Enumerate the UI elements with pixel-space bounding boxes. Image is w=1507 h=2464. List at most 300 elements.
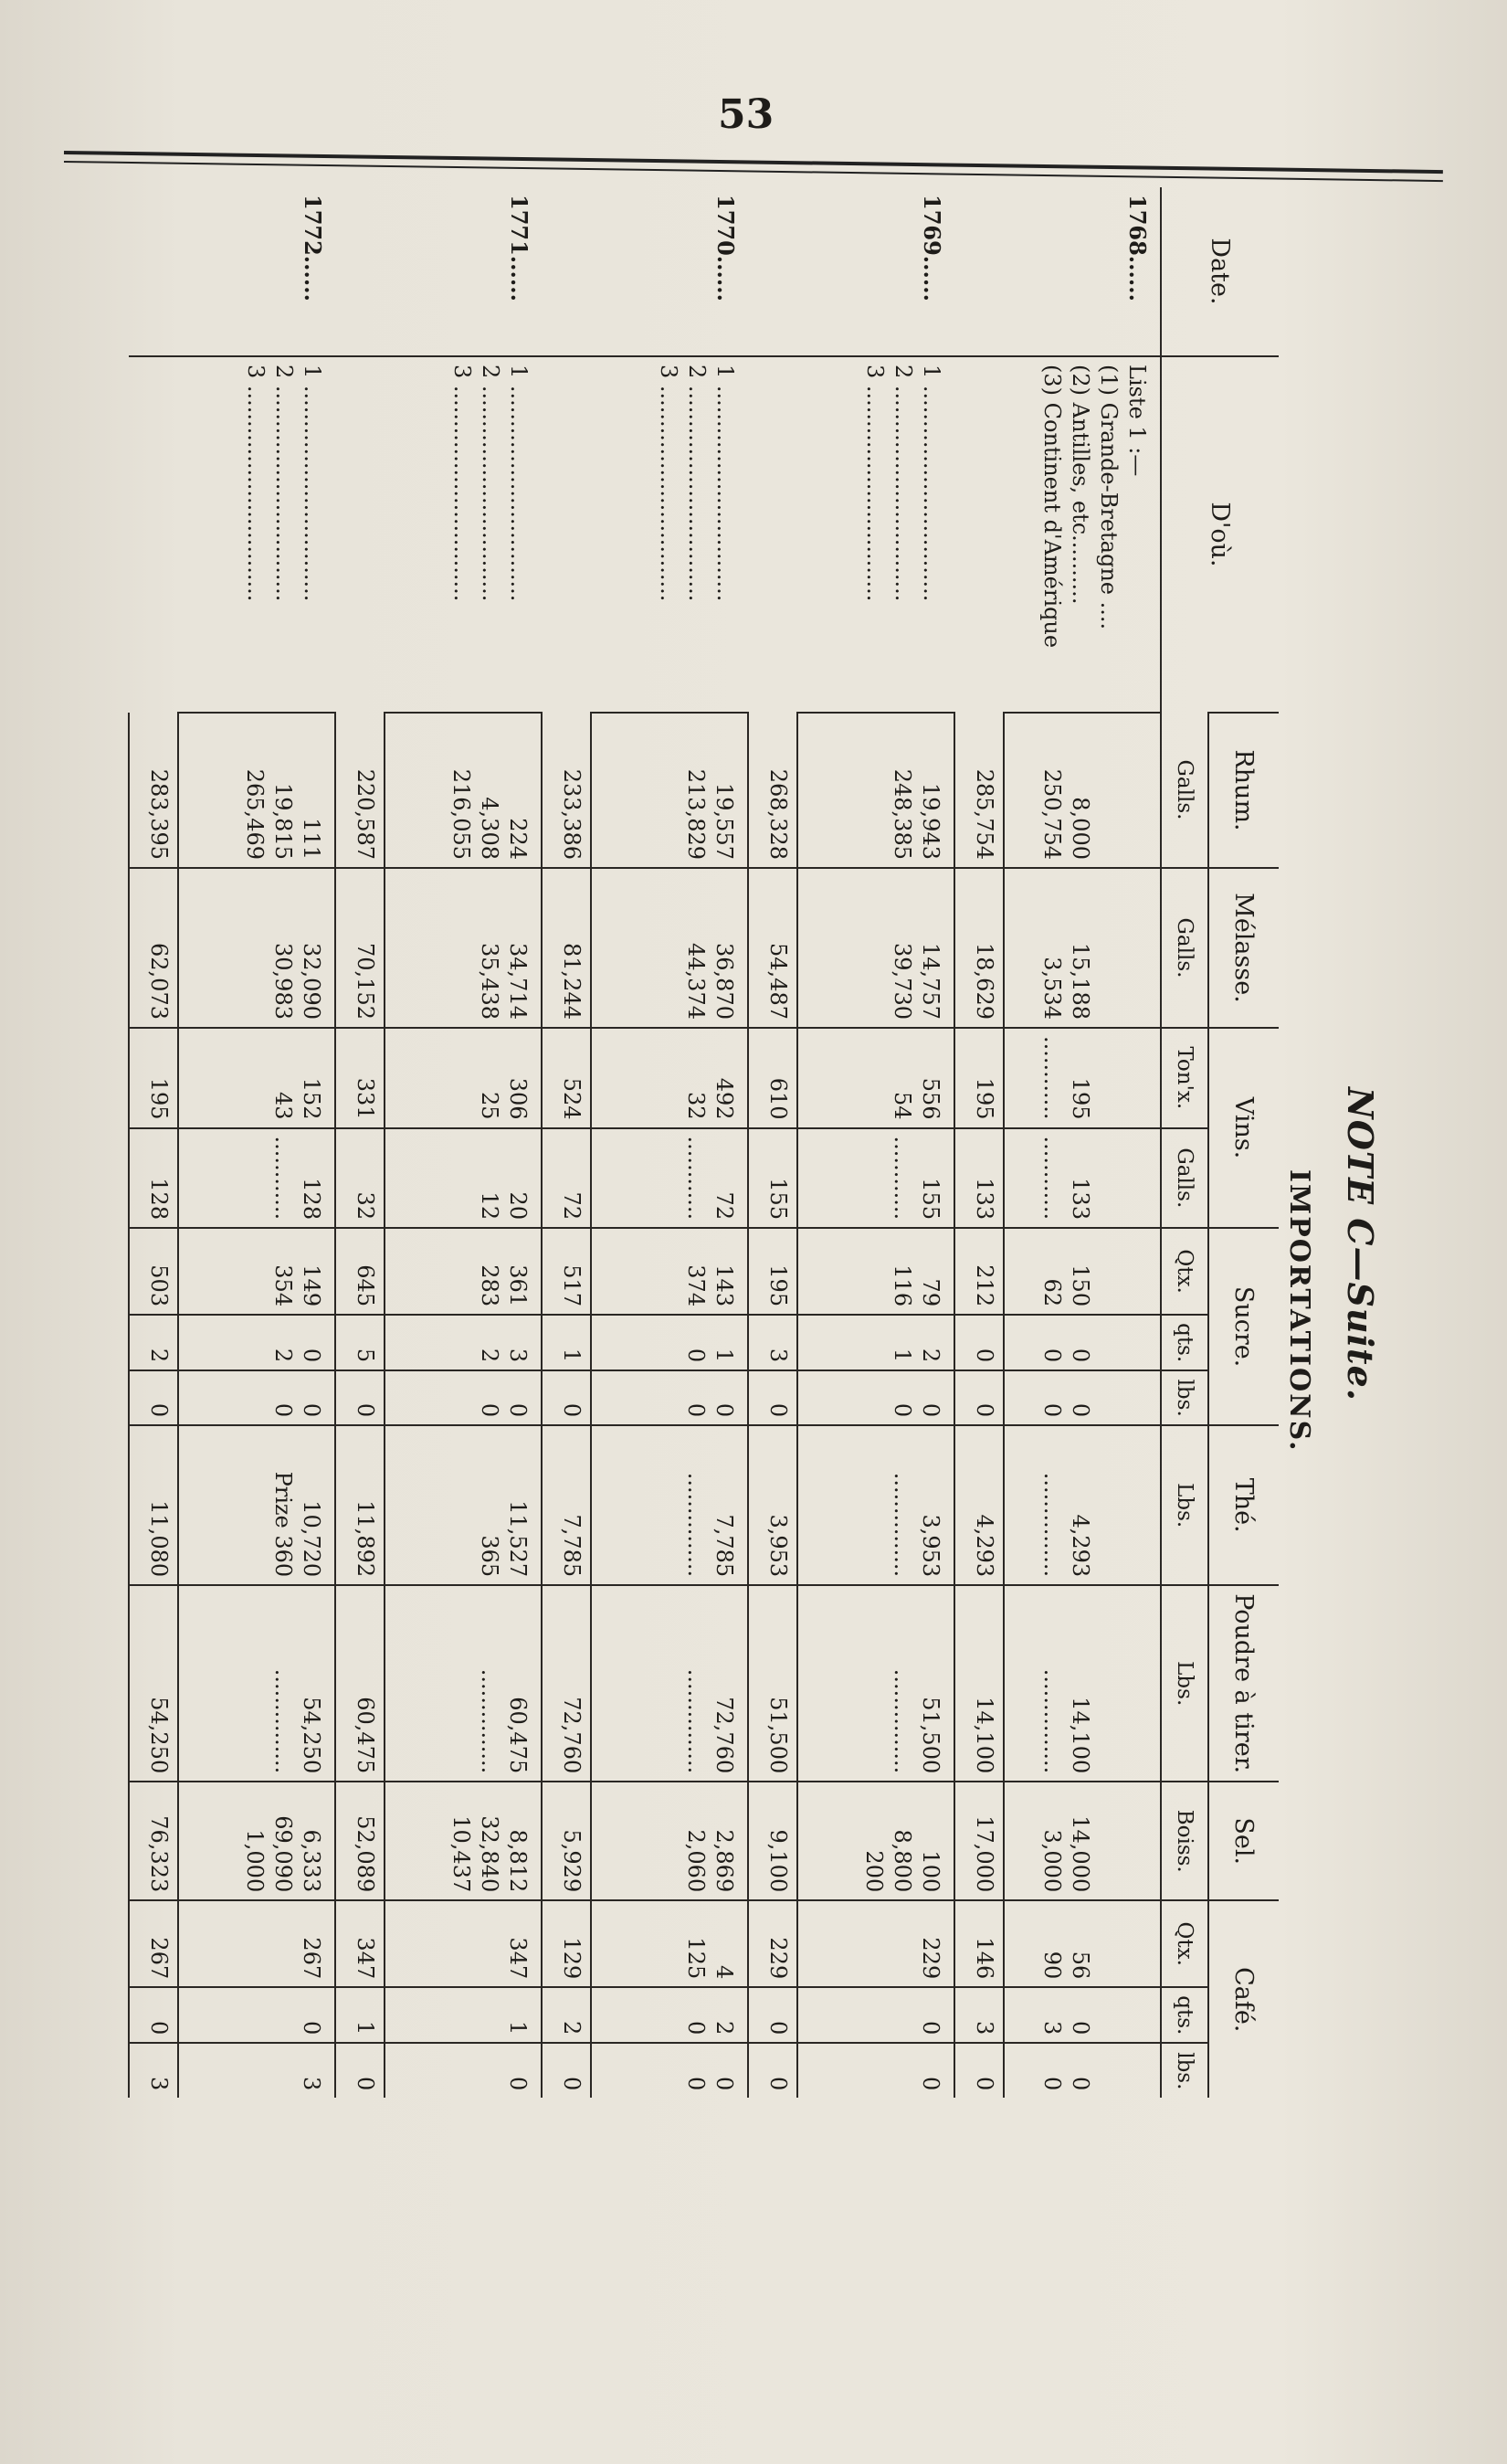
cell-sucre-qtx — [1004, 1228, 1161, 1315]
value-line: 3,953 — [918, 1514, 943, 1578]
value-line — [1122, 1593, 1151, 1773]
cell-sel — [1004, 1782, 1161, 1900]
value-line: ............... — [477, 1668, 502, 1774]
total-rhum: 285,754 — [954, 713, 1004, 868]
value-line: 32,840 — [477, 1815, 502, 1893]
value-line — [1094, 876, 1122, 1020]
cell-cafe-qtx — [1004, 1900, 1161, 1987]
value-line — [1122, 1790, 1151, 1892]
value-line: ............... — [1039, 1668, 1065, 1774]
section-title: IMPORTATIONS. — [1283, 1169, 1315, 1453]
cell-sucre-qtx — [385, 1228, 542, 1315]
value-line — [888, 1909, 916, 1979]
col-melasse: Mélasse. — [1208, 868, 1279, 1028]
total-sucre-qts: 3 — [748, 1315, 797, 1370]
total-the: 11,080 — [129, 1425, 178, 1585]
sub-sucre-qts: qts. — [1161, 1315, 1208, 1370]
value-line — [859, 1379, 888, 1417]
cell-cafe-qtx — [591, 1900, 748, 1987]
value-line — [1122, 1433, 1151, 1577]
value-line: 54,250 — [299, 1697, 324, 1774]
value-line — [859, 1995, 888, 2035]
cell-cafe-lbs — [591, 2043, 748, 2098]
sub-cafe-qts: qts. — [1161, 1987, 1208, 2043]
total-cafe-qts: 3 — [954, 1987, 1004, 2043]
total-the: 4,293 — [954, 1425, 1004, 1585]
header-row — [1208, 187, 1279, 2098]
value-line — [1122, 1036, 1151, 1120]
value-line — [653, 1323, 681, 1362]
value-line — [653, 1909, 681, 1979]
value-line — [1122, 1379, 1151, 1417]
value-line — [1094, 1323, 1122, 1362]
total-sucre-qtx: 645 — [335, 1228, 385, 1315]
sub-vins-tonx: Ton'x. — [1161, 1028, 1208, 1128]
total-melasse: 54,487 — [748, 868, 797, 1028]
value-line — [653, 1790, 681, 1892]
value-line: 3 — [299, 2077, 324, 2091]
value-line: 15,188 — [1068, 943, 1093, 1020]
col-cafe: Café. — [1208, 1900, 1279, 2098]
total-poudre: 51,500 — [748, 1585, 797, 1782]
value-line — [475, 1909, 503, 1979]
cell-rhum — [591, 713, 748, 868]
total-sel: 76,323 — [129, 1782, 178, 1900]
value-line — [1094, 1909, 1122, 1979]
year-date: 1770...... — [712, 195, 739, 301]
value-line: 1 — [890, 1348, 915, 1363]
value-line — [1094, 1379, 1122, 1417]
value-line: ............... — [683, 1472, 709, 1578]
value-line: 361 — [505, 1264, 531, 1307]
value-line: 8,800 — [890, 1829, 915, 1893]
value-line — [447, 1236, 475, 1306]
imports-table — [128, 187, 1279, 2098]
source-line: (3) Continent d'Amérique — [1039, 365, 1065, 649]
value-line: 1 — [711, 1348, 737, 1363]
source-line: 1 ............................... — [506, 365, 532, 602]
value-line — [859, 1433, 888, 1577]
value-line — [1122, 721, 1151, 860]
value-line — [1094, 1236, 1122, 1306]
cell-cafe-lbs — [797, 2043, 954, 2098]
value-line — [653, 1036, 681, 1120]
value-line: 0 — [1039, 1402, 1065, 1418]
value-line — [1122, 1909, 1151, 1979]
value-line — [240, 876, 269, 1020]
value-line: 69,090 — [270, 1815, 296, 1893]
value-line: 0 — [270, 1402, 296, 1418]
value-line: 125 — [683, 1937, 709, 1980]
value-line: 267 — [299, 1937, 324, 1980]
total-melasse: 70,152 — [335, 868, 385, 1028]
cell-melasse — [1004, 868, 1161, 1028]
cell-cafe-qts — [591, 1987, 748, 2043]
sub-rhum-galls: Galls. — [1161, 713, 1208, 868]
col-sucre: Sucre. — [1208, 1228, 1279, 1425]
value-line: 3 — [1039, 2021, 1065, 2036]
total-melasse: 62,073 — [129, 868, 178, 1028]
cell-melasse — [591, 868, 748, 1028]
col-source: D'où. — [1161, 356, 1279, 713]
value-line — [447, 1137, 475, 1221]
cell-poudre — [385, 1585, 542, 1782]
value-line: 224 — [505, 818, 531, 860]
total-cafe-qtx: 267 — [129, 1900, 178, 1987]
value-line: 250,754 — [1039, 768, 1065, 860]
sub-sucre-qtx: Qtx. — [1161, 1228, 1208, 1315]
value-line — [447, 2051, 475, 2090]
value-line: 0 — [683, 1348, 709, 1363]
year-group-row — [591, 187, 748, 2098]
cell-vins-galls — [385, 1128, 542, 1229]
cell-the — [591, 1425, 748, 1585]
value-line — [859, 1593, 888, 1773]
value-line — [447, 1379, 475, 1417]
value-line: 347 — [505, 1937, 531, 1980]
value-line: 19,815 — [270, 783, 296, 860]
total-sucre-qtx: 195 — [748, 1228, 797, 1315]
value-line: 200 — [861, 1850, 887, 1893]
value-line — [859, 1036, 888, 1120]
total-the: 7,785 — [542, 1425, 591, 1585]
value-line: 492 — [711, 1077, 737, 1120]
cell-melasse — [178, 868, 335, 1028]
cell-rhum — [1004, 713, 1161, 868]
col-sel: Sel. — [1208, 1782, 1279, 1900]
value-line — [653, 721, 681, 860]
value-line: 36,870 — [711, 943, 737, 1020]
source-list — [129, 356, 335, 713]
value-line: 133 — [1068, 1178, 1093, 1221]
value-line: 0 — [711, 2077, 737, 2091]
value-line: 62 — [1039, 1278, 1065, 1307]
value-line — [240, 2051, 269, 2090]
value-line — [653, 1593, 681, 1773]
col-poudre: Poudre à tirer. — [1208, 1585, 1279, 1782]
col-rhum: Rhum. — [1208, 713, 1279, 868]
value-line — [888, 1995, 916, 2035]
cell-sucre-qtx — [178, 1228, 335, 1315]
source-line: 2 ............................... — [271, 365, 297, 602]
value-line: Prize 360 — [270, 1471, 296, 1578]
cell-vins-tonx — [797, 1028, 954, 1128]
total-vins-galls: 133 — [954, 1128, 1004, 1229]
total-vins-tonx: 610 — [748, 1028, 797, 1128]
total-cafe-qtx: 229 — [748, 1900, 797, 1987]
value-line: 72 — [711, 1191, 737, 1221]
value-line: 8,000 — [1068, 797, 1093, 860]
value-line: 0 — [299, 1348, 324, 1363]
year-date: 1769...... — [919, 195, 945, 301]
cell-the — [385, 1425, 542, 1585]
total-cafe-lbs: 0 — [748, 2043, 797, 2098]
value-line — [447, 1593, 475, 1773]
total-sucre-lbs: 0 — [748, 1370, 797, 1425]
value-line: ............ — [890, 1136, 915, 1221]
cell-poudre — [178, 1585, 335, 1782]
total-sucre-qts: 2 — [129, 1315, 178, 1370]
value-line — [653, 1379, 681, 1417]
value-line — [240, 1236, 269, 1306]
value-line — [240, 1379, 269, 1417]
value-line: 2 — [711, 2021, 737, 2036]
value-line: 1,000 — [242, 1829, 268, 1893]
cell-sucre-qts — [178, 1315, 335, 1370]
value-line: 79 — [918, 1278, 943, 1307]
value-line: ............ — [683, 1136, 709, 1221]
value-line: 229 — [918, 1937, 943, 1980]
total-sucre-lbs: 0 — [954, 1370, 1004, 1425]
value-line: 8,812 — [505, 1829, 531, 1893]
total-sucre-qtx: 503 — [129, 1228, 178, 1315]
value-line: 1 — [505, 2021, 531, 2036]
sub-the-lbs: Lbs. — [1161, 1425, 1208, 1585]
value-line: 0 — [477, 1402, 502, 1418]
value-line — [859, 721, 888, 860]
cell-cafe-qts — [1004, 1987, 1161, 2043]
source-line: 1 ............................... — [919, 365, 944, 602]
cell-melasse — [385, 868, 542, 1028]
value-line: ............ — [1039, 1136, 1065, 1221]
value-line: 111 — [299, 818, 324, 860]
value-line — [1094, 1433, 1122, 1577]
source-line: (2) Antilles, etc.......... — [1068, 365, 1093, 605]
cell-vins-tonx — [1004, 1028, 1161, 1128]
value-line: 4,308 — [477, 797, 502, 860]
value-line: 19,943 — [918, 783, 943, 860]
value-line: 32 — [683, 1092, 709, 1120]
value-line — [240, 1909, 269, 1979]
value-line — [240, 1036, 269, 1120]
value-line — [653, 1236, 681, 1306]
cell-poudre — [797, 1585, 954, 1782]
value-line — [1094, 1790, 1122, 1892]
value-line — [1122, 1236, 1151, 1306]
total-vins-tonx: 195 — [129, 1028, 178, 1128]
cell-sucre-qts — [1004, 1315, 1161, 1370]
total-poudre: 60,475 — [335, 1585, 385, 1782]
value-line — [859, 1137, 888, 1221]
total-sucre-qtx: 212 — [954, 1228, 1004, 1315]
value-line — [1122, 1995, 1151, 2035]
value-line: 2 — [477, 1348, 502, 1363]
value-line: 0 — [299, 2021, 324, 2036]
value-line: 10,720 — [299, 1500, 324, 1578]
cell-sel — [797, 1782, 954, 1900]
value-line — [1122, 2051, 1151, 2090]
cell-the — [1004, 1425, 1161, 1585]
value-line — [269, 1995, 297, 2035]
value-line — [859, 876, 888, 1020]
value-line — [653, 1433, 681, 1577]
total-vins-tonx: 331 — [335, 1028, 385, 1128]
total-vins-galls: 155 — [748, 1128, 797, 1229]
value-line: 216,055 — [448, 768, 474, 860]
value-line — [447, 876, 475, 1020]
value-line — [447, 1995, 475, 2035]
value-line: 0 — [505, 2077, 531, 2091]
value-line — [240, 1323, 269, 1362]
value-line: 56 — [1068, 1951, 1093, 1980]
cell-sucre-qtx — [797, 1228, 954, 1315]
value-line — [859, 1909, 888, 1979]
value-line: 35,438 — [477, 943, 502, 1020]
value-line: 149 — [299, 1264, 324, 1307]
total-cafe-qts: 1 — [335, 1987, 385, 2043]
cell-the — [178, 1425, 335, 1585]
value-line — [1094, 2051, 1122, 2090]
value-line: 90 — [1039, 1951, 1065, 1980]
value-line: 0 — [505, 1402, 531, 1418]
value-line: 374 — [683, 1264, 709, 1307]
value-line: ............... — [890, 1472, 915, 1578]
value-line: 3,000 — [1039, 1829, 1065, 1893]
total-cafe-lbs: 0 — [335, 2043, 385, 2098]
value-line: 143 — [711, 1264, 737, 1307]
total-rhum: 283,395 — [129, 713, 178, 868]
sub-sel-boiss: Boiss. — [1161, 1782, 1208, 1900]
cell-sel — [178, 1782, 335, 1900]
cell-rhum — [797, 713, 954, 868]
value-line: 25 — [477, 1092, 502, 1120]
value-line: 0 — [683, 2077, 709, 2091]
total-sucre-qts: 0 — [954, 1315, 1004, 1370]
value-line: 14,757 — [918, 943, 943, 1020]
cell-vins-galls — [1004, 1128, 1161, 1229]
source-line: Liste 1 :— — [1124, 365, 1150, 477]
value-line: 150 — [1068, 1264, 1093, 1307]
value-line: 556 — [918, 1077, 943, 1120]
value-line — [1122, 876, 1151, 1020]
cell-sucre-lbs — [591, 1370, 748, 1425]
value-line: 30,983 — [270, 943, 296, 1020]
source-line: 1 ............................... — [300, 365, 325, 602]
value-line — [240, 1995, 269, 2035]
source-list — [542, 356, 748, 713]
source-line: 2 ............................... — [684, 365, 710, 602]
col-vins: Vins. — [1208, 1028, 1279, 1228]
value-line: 4 — [711, 1964, 737, 1980]
value-line: 0 — [1068, 2021, 1093, 2036]
value-line: 155 — [918, 1178, 943, 1221]
value-line: 7,785 — [711, 1514, 737, 1578]
cell-vins-galls — [178, 1128, 335, 1229]
value-line — [240, 1137, 269, 1221]
cell-vins-galls — [797, 1128, 954, 1229]
value-line: 0 — [918, 2021, 943, 2036]
cell-rhum — [178, 713, 335, 868]
value-line: ............... — [270, 1668, 296, 1774]
source-line: 3 ............................... — [449, 365, 475, 602]
cell-melasse — [797, 868, 954, 1028]
value-line: 19,557 — [711, 783, 737, 860]
source-line: 2 ............................... — [890, 365, 916, 602]
value-line: ............... — [890, 1668, 915, 1774]
value-line — [475, 1995, 503, 2035]
cell-cafe-qtx — [178, 1900, 335, 1987]
value-line: 44,374 — [683, 943, 709, 1020]
total-poudre: 54,250 — [129, 1585, 178, 1782]
cell-sucre-qts — [591, 1315, 748, 1370]
value-line: 152 — [299, 1077, 324, 1120]
total-cafe-qtx: 146 — [954, 1900, 1004, 1987]
value-line: 12 — [477, 1191, 502, 1221]
total-the: 3,953 — [748, 1425, 797, 1585]
value-line: 0 — [683, 1402, 709, 1418]
value-line: 20 — [505, 1191, 531, 1221]
cell-cafe-qtx — [385, 1900, 542, 1987]
value-line: 195 — [1068, 1077, 1093, 1120]
year-group-row — [797, 187, 954, 2098]
value-line — [447, 1909, 475, 1979]
cell-the — [797, 1425, 954, 1585]
value-line — [1094, 1137, 1122, 1221]
value-line — [653, 1995, 681, 2035]
total-sucre-qtx: 517 — [542, 1228, 591, 1315]
value-line: 116 — [890, 1264, 915, 1307]
cell-cafe-qts — [385, 1987, 542, 2043]
source-line: 2 ............................... — [478, 365, 503, 602]
cell-cafe-lbs — [385, 2043, 542, 2098]
value-line: ............ — [1039, 1036, 1065, 1120]
cell-sucre-lbs — [178, 1370, 335, 1425]
total-sel: 52,089 — [335, 1782, 385, 1900]
total-cafe-qtx: 129 — [542, 1900, 591, 1987]
value-line — [1094, 1995, 1122, 2035]
value-line: 306 — [505, 1077, 531, 1120]
total-vins-tonx: 195 — [954, 1028, 1004, 1128]
value-line: 4,293 — [1068, 1514, 1093, 1578]
value-line: 0 — [299, 1402, 324, 1418]
total-sucre-qts: 1 — [542, 1315, 591, 1370]
value-line: 0 — [918, 1402, 943, 1418]
value-line — [1122, 1323, 1151, 1362]
total-cafe-lbs: 3 — [129, 2043, 178, 2098]
cell-vins-tonx — [178, 1028, 335, 1128]
value-line: 3 — [505, 1348, 531, 1363]
value-line — [888, 2051, 916, 2090]
value-line: 213,829 — [683, 768, 709, 860]
value-line: ............... — [683, 1668, 709, 1774]
cell-sucre-qts — [797, 1315, 954, 1370]
total-cafe-lbs: 0 — [954, 2043, 1004, 2098]
cell-cafe-qts — [178, 1987, 335, 2043]
source-list — [954, 356, 1161, 713]
total-vins-galls: 72 — [542, 1128, 591, 1229]
sub-cafe-qtx: Qtx. — [1161, 1900, 1208, 1987]
value-line — [859, 1323, 888, 1362]
value-line: 10,437 — [448, 1815, 474, 1893]
note-title: NOTE C—Suite. — [1340, 1087, 1381, 1402]
total-cafe-qts: 0 — [748, 1987, 797, 2043]
value-line — [1094, 1593, 1122, 1773]
year-group-row — [178, 187, 335, 2098]
cell-sucre-qtx — [591, 1228, 748, 1315]
total-sel: 9,100 — [748, 1782, 797, 1900]
col-date: Date. — [1161, 187, 1279, 356]
value-line: 2,869 — [711, 1829, 737, 1893]
value-line: 11,527 — [505, 1500, 531, 1578]
cell-cafe-lbs — [178, 2043, 335, 2098]
total-cafe-qts: 2 — [542, 1987, 591, 2043]
value-line: 0 — [711, 1402, 737, 1418]
value-line: 0 — [1068, 1402, 1093, 1418]
cell-vins-galls — [591, 1128, 748, 1229]
source-line: (1) Grande-Bretagne .... — [1096, 365, 1122, 630]
value-line: 283 — [477, 1264, 502, 1307]
value-line: 0 — [890, 1402, 915, 1418]
